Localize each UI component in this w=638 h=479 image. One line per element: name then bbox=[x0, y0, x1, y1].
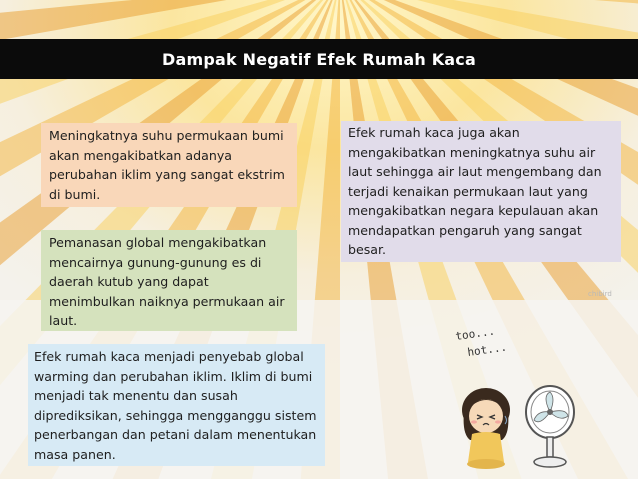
hot-girl-fan-illustration bbox=[438, 324, 588, 474]
text-box-temperature bbox=[41, 123, 297, 207]
page-title: Dampak Negatif Efek Rumah Kaca bbox=[162, 49, 476, 69]
text-box-glaciers bbox=[41, 230, 297, 331]
text-box-sea-level-text: Efek rumah kaca juga akan mengakibatkan meningkatnya suhu air laut sehingga air laut mengembang dan terjadi kenaikan permukaan laut yang mengakibatkan negara kepulauan akan mendapatkan pengaruh yang sangat besar. bbox=[348, 125, 602, 257]
text-box-climate-text: Efek rumah kaca menjadi penyebab global warming dan perubahan iklim. Iklim di bumi menjadi tak menentu dan susah diprediksikan, sehingga mengganggu sistem penerbangan dan petani dalam menentukan masa panen. bbox=[34, 349, 317, 462]
text-box-climate bbox=[28, 344, 325, 466]
title-bar bbox=[0, 39, 638, 79]
text-box-temperature-text: Meningkatnya suhu permukaan bumi akan mengakibatkan adanya perubahan iklim yang sangat ekstrim di bumi. bbox=[49, 128, 285, 202]
text-box-sea-level bbox=[341, 121, 621, 262]
illustration-caption-too: too... bbox=[454, 324, 496, 343]
text-box-glaciers-text: Pemanasan global mengakibatkan mencairnya gunung-gunung es di daerah kutub yang dapat menimbulkan naiknya permukaan air laut. bbox=[49, 235, 285, 328]
illustration-credit: chibird bbox=[588, 290, 612, 298]
girl-figure bbox=[462, 388, 510, 469]
illustration-caption-hot: hot... bbox=[466, 340, 508, 359]
fan-figure bbox=[526, 386, 574, 467]
